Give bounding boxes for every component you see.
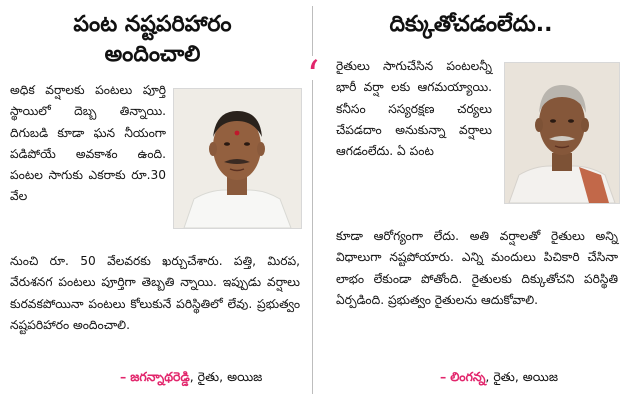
right-byline-name: లింగన్న [450, 369, 486, 384]
right-byline-rest: , రైతు, అయిజ [485, 369, 558, 384]
left-byline-dash: – [120, 369, 127, 384]
right-byline-dash: – [440, 369, 447, 384]
left-paragraph-bottom: నుంచి రూ. 50 వేలవరకు ఖర్చుచేశారు. పత్తి, మిరప, వేరుశనగ పంటలు పూర్తిగా తెబ్బతి న్నాయి. ఇప్పుడు వర్షాలు కురవకపోయినా పంటలు కోలుకునే పరిస్థితిలో లేవు. ప్రభుత్వం నష్టపరిహారం అందించాలి. [10, 254, 300, 332]
farmer-portrait-icon [505, 63, 619, 203]
right-headline: దిక్కుతోచడంలేదు.. [389, 12, 553, 37]
left-article [0, 0, 305, 400]
right-paragraph-bottom: కూడా ఆరోగ్యంగా లేదు. అతి వర్షాలతో రైతులు అన్ని విధాలుగా నష్టపోయారు. ఎన్ని మందులు పిచికారి చేసినా లాభం లేకుండా పోతోంది. రైతులకు దిక్కుతోచని పరిస్థితి ఏర్పడింది. ప్రభుత్వం రైతులను ఆదుకోవాలి. [336, 229, 618, 307]
left-paragraph-top: అధిక వర్షాలకు పంటలు పూర్తి స్థాయిలో దెబ్బ తిన్నాయి. దిగుబడి కూడా ఘన నీయంగా పడిపోయే అవకాశం ఉంది. పంటల సాగుకు ఎకరాకు రూ.30 వేల [10, 83, 166, 204]
left-byline [120, 369, 262, 388]
left-headline-line2: అందించాలి [104, 42, 201, 67]
left-portrait-photo [173, 88, 302, 229]
right-byline [440, 369, 558, 388]
farmer-portrait-icon [174, 89, 301, 228]
right-paragraph-top: రైతులు సాగుచేసిన పంటలన్నీ భారీ వర్షా లకు ఆగమయ్యాయి. కనీసం సస్యరక్షణ చర్యలు చేపడదాం అనుకున్నా వర్షాలు ఆగడంలేదు. ఏ పంట [336, 59, 492, 159]
left-byline-rest: , రైతు, అయిజ [189, 369, 263, 384]
left-byline-name: జగన్నాథరెడ్డి [130, 369, 190, 384]
quote-mark-icon: ‘ [301, 56, 325, 80]
left-headline [0, 0, 305, 70]
right-article [322, 0, 620, 400]
right-portrait-photo [504, 62, 620, 204]
left-headline-line1: పంట నష్టపరిహారం [73, 12, 232, 37]
